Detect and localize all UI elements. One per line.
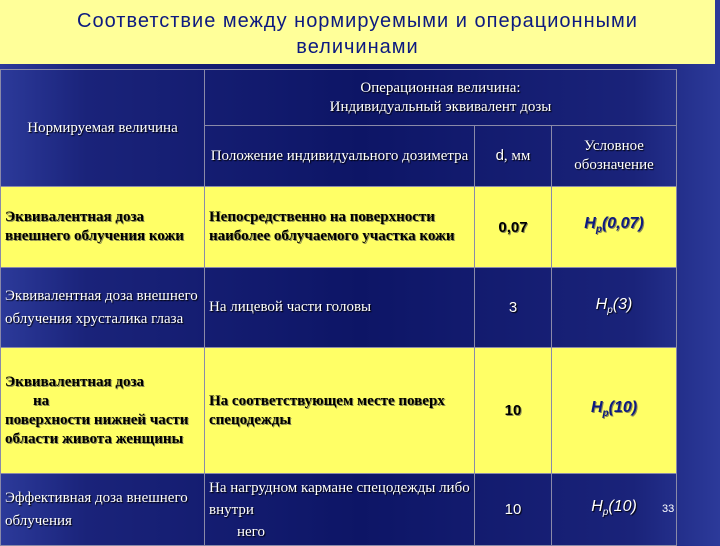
row3-norm-line1: Эквивалентная доза xyxy=(5,373,144,390)
header-d-symbol: d xyxy=(495,147,504,164)
title-line-2: величинами xyxy=(296,36,419,58)
row4-norm: Эффективная доза внешнего облучения xyxy=(1,474,205,546)
row1-norm: Эквивалентная доза внешнего облучения кожи xyxy=(1,187,205,268)
slide-number: 33 xyxy=(662,503,675,515)
header-norm: Нормируемая величина xyxy=(1,70,205,187)
row3-position: На соответствующем месте поверх спецодежды xyxy=(205,348,475,474)
row4-symbol-sub: p xyxy=(602,507,609,519)
title-line-1: Соответствие между нормируемыми и операционными xyxy=(77,10,638,32)
header-d-unit: , мм xyxy=(503,148,531,164)
row1-symbol-sub: p xyxy=(595,224,602,236)
row2-position: На лицевой части головы xyxy=(205,268,475,348)
header-symbol: Условное обозначение xyxy=(552,126,677,187)
table-row xyxy=(1,348,677,474)
row2-symbol xyxy=(552,268,677,348)
row3-symbol-sub: p xyxy=(602,408,609,420)
row4-symbol-h: H xyxy=(591,497,603,515)
row1-symbol xyxy=(552,187,677,268)
row4-symbol xyxy=(552,474,677,546)
row1-position: Непосредственно на поверхности наиболее облучаемого участка кожи xyxy=(205,187,475,268)
slide-title xyxy=(0,0,715,64)
row1-d: 0,07 xyxy=(475,187,552,268)
row2-d: 3 xyxy=(475,268,552,348)
row4-position-line2: него xyxy=(237,523,265,540)
header-operational xyxy=(205,70,677,126)
row3-d: 10 xyxy=(475,348,552,474)
row3-symbol-h: H xyxy=(590,398,603,416)
correspondence-table xyxy=(0,69,677,546)
table-row xyxy=(1,474,677,546)
header-operational-line1: Операционная величина: xyxy=(360,79,521,96)
row3-norm-line3: поверхности нижней части области живота женщины xyxy=(5,411,189,447)
row3-norm xyxy=(1,348,205,474)
header-d xyxy=(475,126,552,187)
row3-symbol xyxy=(552,348,677,474)
table-row xyxy=(1,187,677,268)
row3-symbol-arg: (10) xyxy=(608,398,638,416)
row2-symbol-h: H xyxy=(595,295,608,313)
row4-position-line1: На нагрудном кармане спецодежды либо внутри xyxy=(209,479,470,518)
row4-symbol-arg: (10) xyxy=(608,497,637,515)
row2-symbol-sub: p xyxy=(607,305,613,317)
row1-symbol-arg: (0,07) xyxy=(601,215,644,233)
header-position: Положение индивидуального дозиметра xyxy=(205,126,475,187)
row2-symbol-arg: (3) xyxy=(612,295,633,313)
row3-norm-line2: на xyxy=(33,392,50,409)
header-operational-line2: Индивидуальный эквивалент дозы xyxy=(329,98,552,115)
header-row-1 xyxy=(1,70,677,126)
row4-position xyxy=(205,474,475,546)
row2-norm: Эквивалентная доза внешнего облучения хрусталика глаза xyxy=(1,268,205,348)
row1-symbol-h: H xyxy=(584,215,596,233)
table-row xyxy=(1,268,677,348)
row4-d: 10 xyxy=(475,474,552,546)
